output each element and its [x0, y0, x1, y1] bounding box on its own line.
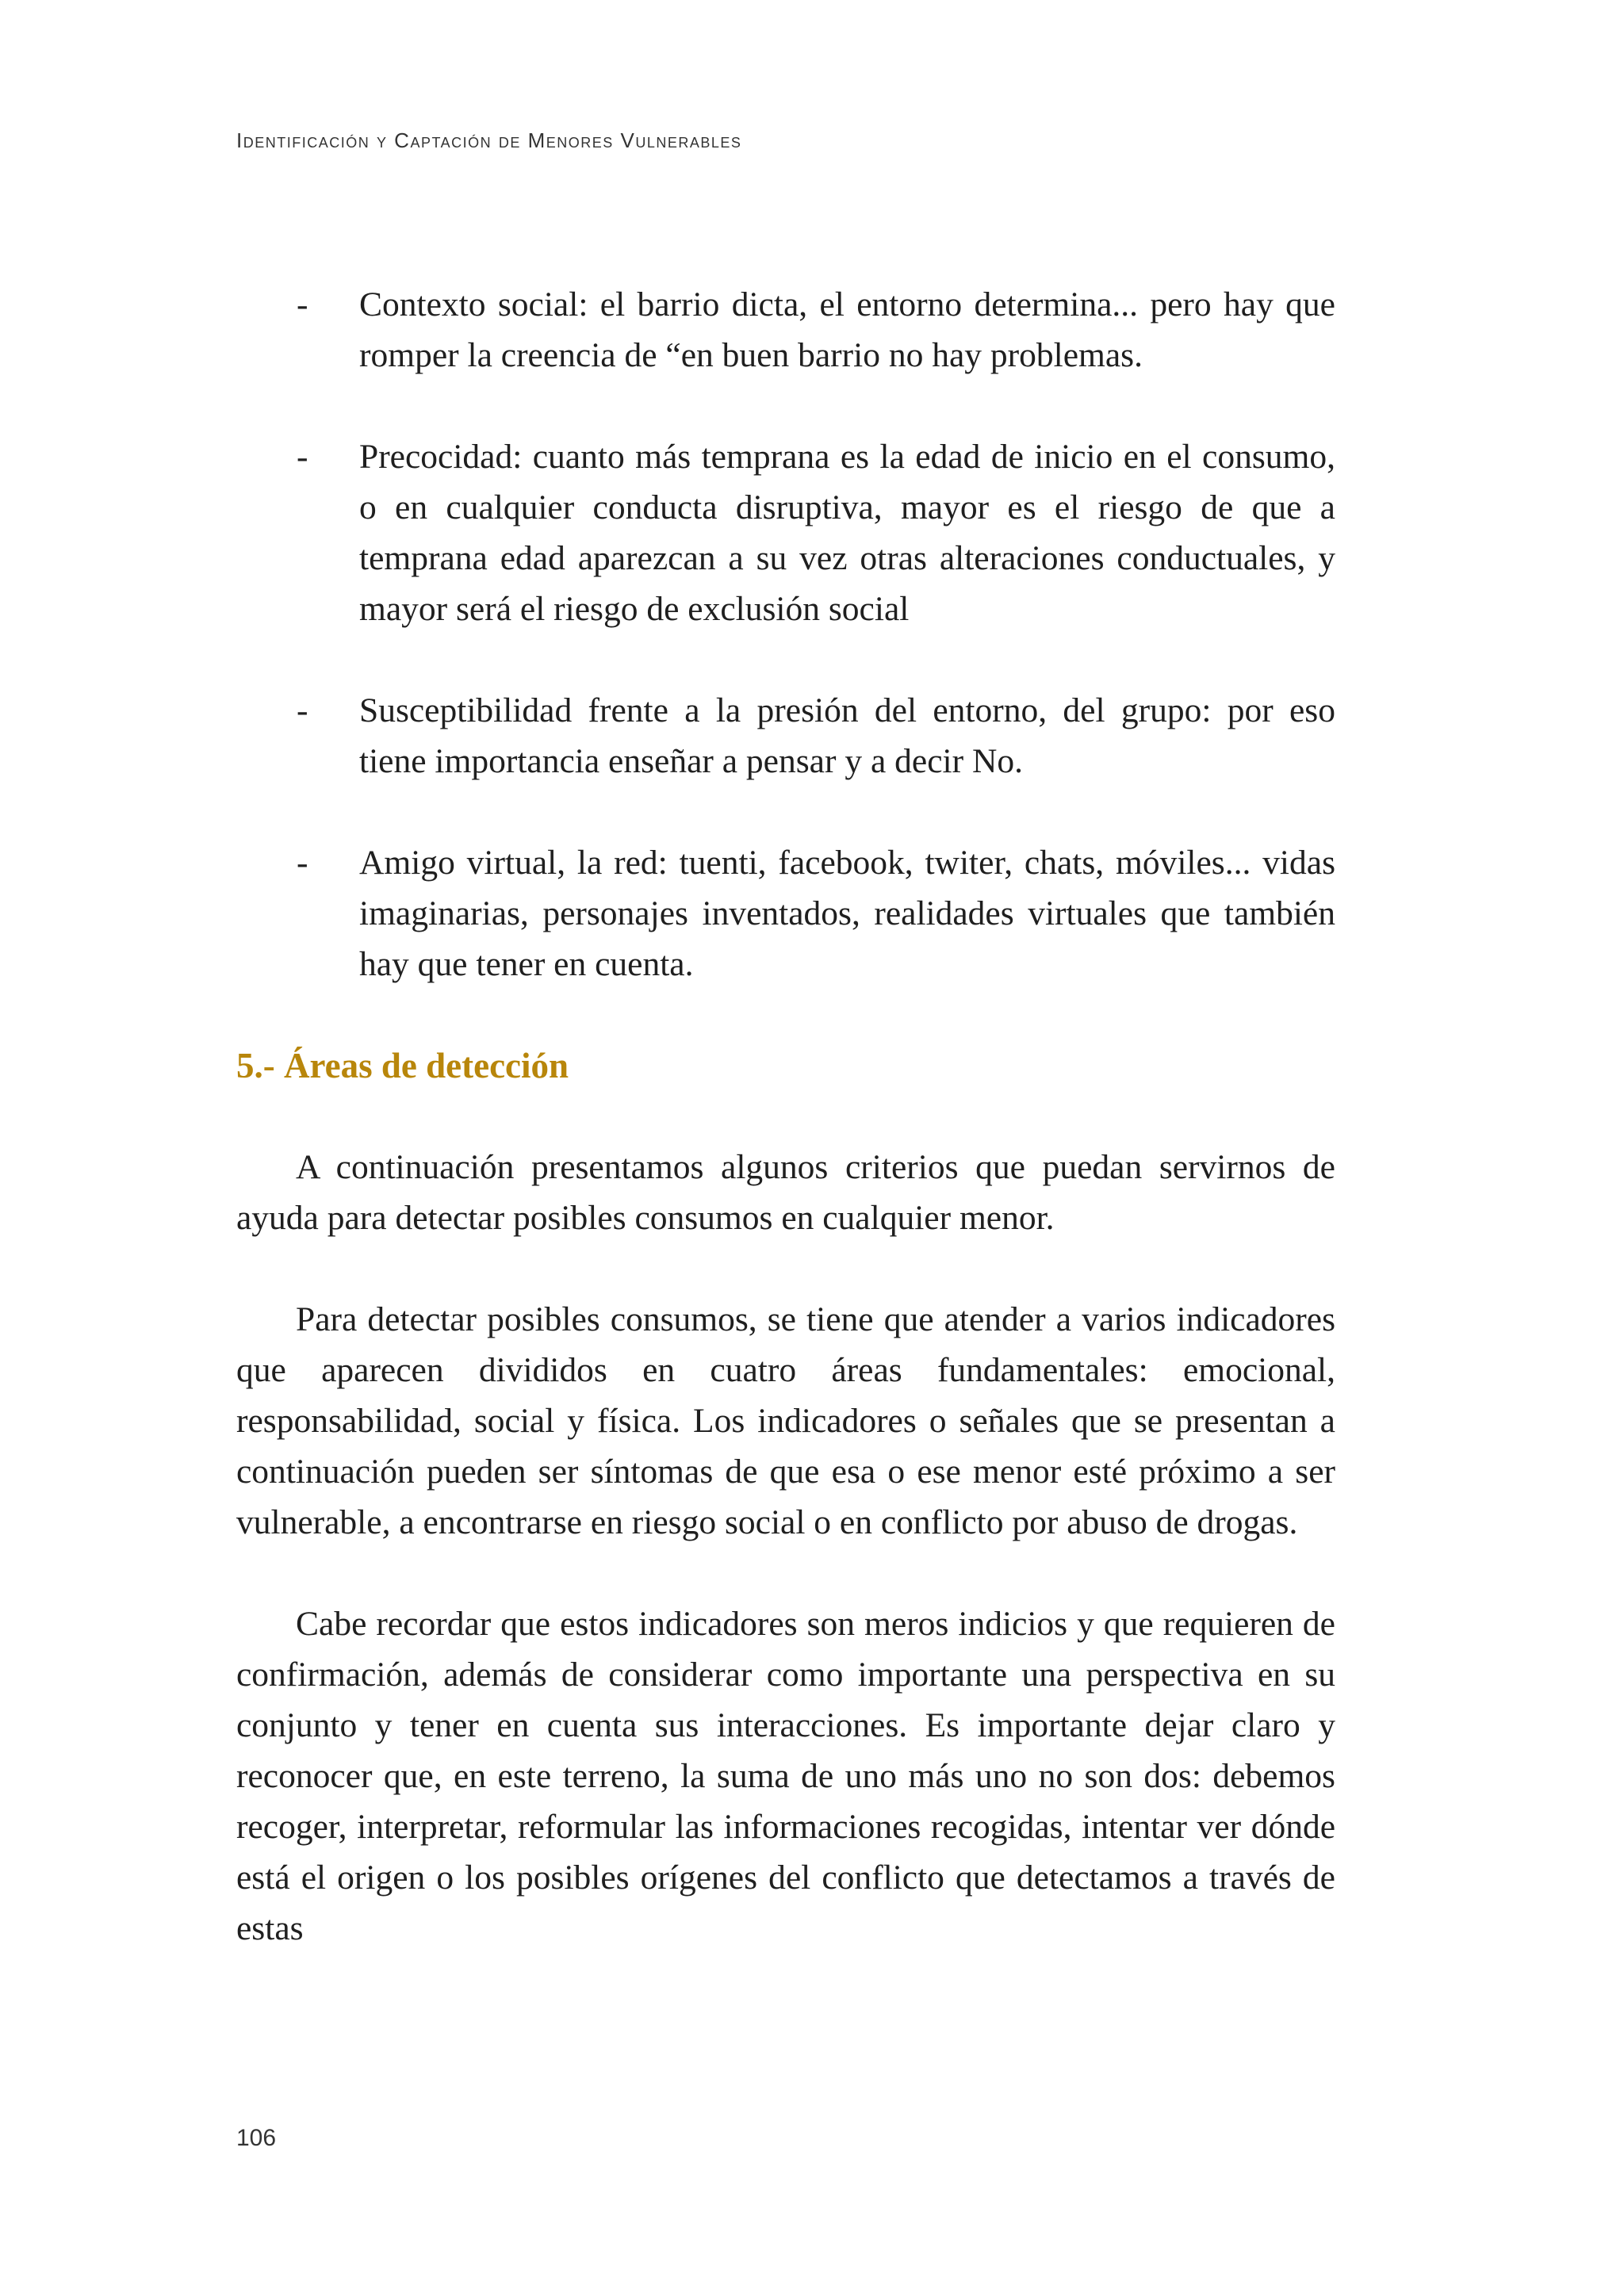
list-item — [236, 279, 1335, 381]
list-item-text: Precocidad: cuanto más temprana es la edad de inicio en el consumo, o en cualquier conducta disruptiva, mayor es el riesgo de que a temprana edad aparezcan a su vez otras alteraciones conductuales, y mayor será el riesgo de exclusión social — [359, 438, 1335, 628]
page-body — [236, 279, 1335, 2004]
bullet-marker: - — [297, 844, 308, 882]
list-item — [236, 685, 1335, 787]
section-heading: 5.- Áreas de detección — [236, 1046, 569, 1085]
running-header: Identificación y Captación de Menores Vulnerables — [236, 128, 742, 152]
list-item — [236, 431, 1335, 634]
list-item-text: Susceptibilidad frente a la presión del entorno, del grupo: por eso tiene importancia enseñar a pensar y a decir No. — [359, 691, 1335, 780]
bullet-marker: - — [297, 438, 308, 476]
list-item — [236, 837, 1335, 990]
bullet-marker: - — [297, 285, 308, 323]
body-paragraph: A continuación presentamos algunos criterios que puedan servirnos de ayuda para detectar posibles consumos en cualquier menor. — [236, 1148, 1335, 1237]
body-paragraph: Para detectar posibles consumos, se tiene que atender a varios indicadores que aparecen divididos en cuatro áreas fundamentales: emocional, responsabilidad, social y física. Los indicadores o señales que se presentan a continuación pueden ser síntomas de que esa o ese menor esté próximo a ser vulnerable, a encontrarse en riesgo social o en conflicto por abuso de drogas. — [236, 1300, 1335, 1541]
page-number: 106 — [236, 2125, 277, 2151]
list-item-text: Contexto social: el barrio dicta, el entorno determina... pero hay que romper la creencia de “en buen barrio no hay problemas. — [359, 285, 1335, 374]
bullet-list — [236, 279, 1335, 990]
bullet-marker: - — [297, 691, 308, 729]
body-paragraph: Cabe recordar que estos indicadores son meros indicios y que requieren de confirmación, además de considerar como importante una perspectiva en su conjunto y tener en cuenta sus interacciones. Es importante dejar claro y reconocer que, en este terreno, la suma de uno más uno no son dos: debemos recoger, interpretar, reformular las informaciones recogidas, intentar ver dónde está el origen o los posibles orígenes del conflicto que detectamos a través de estas — [236, 1605, 1335, 1947]
list-item-text: Amigo virtual, la red: tuenti, facebook, twiter, chats, móviles... vidas imaginarias, personajes inventados, realidades virtuales que también hay que tener en cuenta. — [359, 844, 1335, 983]
